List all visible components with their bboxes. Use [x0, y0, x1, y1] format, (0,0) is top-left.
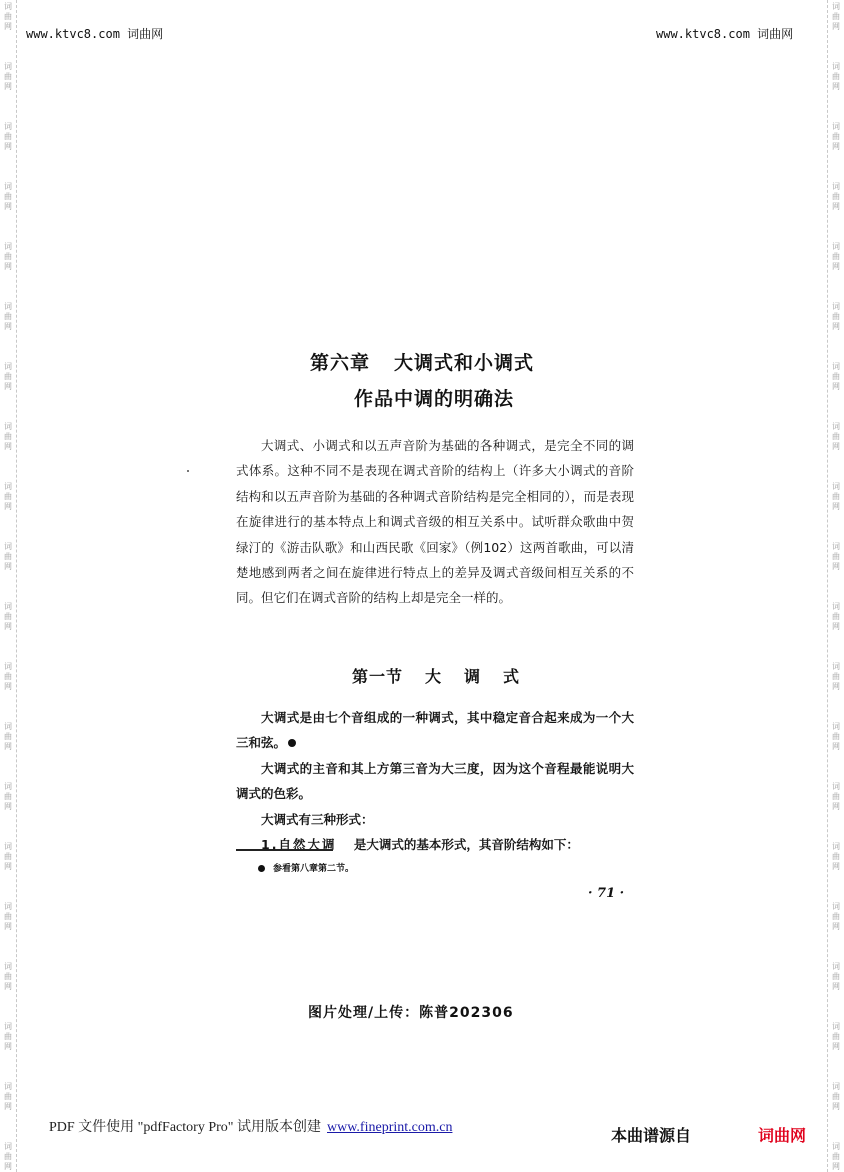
watermark-char: 网 — [832, 502, 840, 511]
watermark-text — [828, 60, 844, 120]
watermark-text — [828, 240, 844, 300]
watermark-char: 词 — [4, 662, 12, 671]
watermark-text — [0, 1080, 16, 1140]
watermark-char: 词 — [4, 1082, 12, 1091]
watermark-char: 曲 — [832, 912, 840, 921]
watermark-char: 网 — [4, 202, 12, 211]
watermark-char: 词 — [4, 302, 12, 311]
watermark-char: 网 — [832, 322, 840, 331]
watermark-char: 网 — [832, 862, 840, 871]
intro-paragraph — [236, 433, 634, 611]
watermark-char: 曲 — [832, 672, 840, 681]
major-paragraph-1-text: 大调式是由七个音组成的一种调式，其中稳定音合起来成为一个大三和弦。 — [236, 710, 634, 751]
watermark-text — [0, 60, 16, 120]
watermark-char: 词 — [4, 1022, 12, 1031]
watermark-char: 网 — [4, 82, 12, 91]
watermark-text — [0, 660, 16, 720]
watermark-char: 词 — [832, 902, 840, 911]
watermark-char: 词 — [4, 902, 12, 911]
watermark-char: 曲 — [832, 612, 840, 621]
source-label: 本曲谱源自 — [611, 1126, 692, 1145]
footnote-text: 参看第八章第二节。 — [273, 864, 355, 874]
pdf-footer — [49, 1116, 452, 1136]
watermark-char: 词 — [4, 2, 12, 11]
watermark-char: 词 — [4, 482, 12, 491]
watermark-char: 曲 — [4, 672, 12, 681]
watermark-char: 曲 — [832, 312, 840, 321]
watermark-char: 词 — [4, 182, 12, 191]
watermark-char: 网 — [4, 22, 12, 31]
watermark-text — [0, 780, 16, 840]
watermark-char: 曲 — [4, 732, 12, 741]
watermark-text — [828, 120, 844, 180]
chapter-number: 第六章 — [309, 352, 370, 374]
watermark-char: 词 — [4, 722, 12, 731]
watermark-char: 词 — [832, 2, 840, 11]
watermark-text — [828, 0, 844, 60]
scan-speck — [187, 470, 189, 472]
major-paragraph-2: 大调式的主音和其上方第三音为大三度，因为这个音程最能说明大调式的色彩。 — [236, 760, 634, 802]
watermark-char: 词 — [832, 602, 840, 611]
watermark-char: 词 — [832, 542, 840, 551]
chapter-subtitle: 作品中调的明确法 — [353, 388, 514, 410]
watermark-char: 曲 — [4, 552, 12, 561]
header-url-left[interactable]: www.ktvc8.com 词曲网 — [26, 27, 164, 41]
section-number: 第一节 — [352, 667, 404, 686]
watermark-char: 网 — [4, 1042, 12, 1051]
watermark-char: 曲 — [832, 852, 840, 861]
pdf-footer-text: PDF 文件使用 "pdfFactory Pro" 试用版本创建 — [49, 1120, 321, 1135]
watermark-char: 词 — [832, 422, 840, 431]
watermark-char: 网 — [832, 142, 840, 151]
watermark-text — [828, 1140, 844, 1172]
section-char-2: 调 — [464, 667, 482, 686]
watermark-text — [0, 420, 16, 480]
watermark-char: 词 — [832, 62, 840, 71]
watermark-char: 词 — [832, 782, 840, 791]
natural-major-text: 是大调式的基本形式，其音阶结构如下： — [353, 837, 579, 853]
natural-major-label: 1.自然大调 — [261, 837, 337, 853]
watermark-char: 网 — [832, 922, 840, 931]
watermark-char: 网 — [4, 922, 12, 931]
watermark-text — [0, 480, 16, 540]
section-title — [352, 664, 520, 687]
watermark-char: 网 — [832, 1162, 840, 1171]
watermark-char: 词 — [4, 962, 12, 971]
watermark-char: 网 — [832, 802, 840, 811]
footnote — [258, 861, 354, 874]
watermark-char: 词 — [832, 182, 840, 191]
watermark-char: 词 — [4, 122, 12, 131]
watermark-char: 网 — [4, 802, 12, 811]
footnote-bullet-icon — [258, 865, 265, 872]
major-paragraph-3: 大调式有三种形式： — [261, 811, 374, 827]
watermark-char: 曲 — [4, 12, 12, 21]
footnote-marker-icon — [288, 739, 296, 747]
watermark-text — [828, 1080, 844, 1140]
intro-paragraph-text: 大调式、小调式和以五声音阶为基础的各种调式，是完全不同的调式体系。这种不同不是表现在调式音阶的结构上（许多大小调式的音阶结构和以五声音阶为基础的各种调式音阶结构是完全相同的），而是表现在旋律进行的基本特点上和调式音级的相互关系中。试听群众歌曲中贺绿汀的《游击队歌》和山西民歌《回家》（例102）这两首歌曲，可以清楚地感到两者之间在旋律进行特点上的差异及调式音级间相互关系的不同。但它们在调式音阶的结构上却是完全一样的。 — [236, 438, 634, 606]
watermark-char: 曲 — [4, 852, 12, 861]
watermark-text — [0, 1140, 16, 1172]
watermark-char: 词 — [832, 122, 840, 131]
right-watermark-strip — [827, 0, 844, 1172]
section-char-1: 大 — [425, 667, 443, 686]
watermark-char: 词 — [832, 302, 840, 311]
watermark-char: 曲 — [832, 972, 840, 981]
watermark-text — [828, 720, 844, 780]
watermark-char: 词 — [4, 602, 12, 611]
left-watermark-strip — [0, 0, 17, 1172]
watermark-text — [828, 600, 844, 660]
major-list-item-1 — [236, 832, 634, 857]
major-paragraph-1 — [236, 705, 634, 756]
watermark-text — [828, 840, 844, 900]
watermark-char: 词 — [4, 242, 12, 251]
watermark-char: 曲 — [832, 1032, 840, 1041]
watermark-char: 词 — [832, 962, 840, 971]
watermark-char: 曲 — [832, 732, 840, 741]
footnote-divider — [236, 849, 333, 851]
watermark-char: 词 — [832, 362, 840, 371]
brand-logo[interactable]: 词曲网 — [758, 1126, 807, 1145]
watermark-char: 网 — [832, 1102, 840, 1111]
watermark-char: 词 — [832, 662, 840, 671]
watermark-char: 网 — [832, 982, 840, 991]
watermark-char: 网 — [832, 82, 840, 91]
watermark-char: 曲 — [4, 1152, 12, 1161]
watermark-text — [828, 180, 844, 240]
watermark-text — [828, 780, 844, 840]
watermark-char: 词 — [4, 1142, 12, 1151]
watermark-char: 词 — [4, 422, 12, 431]
watermark-char: 网 — [4, 742, 12, 751]
fineprint-link[interactable]: www.fineprint.com.cn — [327, 1120, 453, 1135]
watermark-char: 曲 — [832, 432, 840, 441]
watermark-text — [828, 660, 844, 720]
watermark-char: 词 — [4, 362, 12, 371]
watermark-text — [0, 720, 16, 780]
watermark-text — [828, 1020, 844, 1080]
watermark-text — [0, 540, 16, 600]
watermark-char: 曲 — [832, 492, 840, 501]
watermark-char: 曲 — [4, 972, 12, 981]
watermark-char: 网 — [4, 442, 12, 451]
watermark-char: 网 — [832, 1042, 840, 1051]
watermark-char: 词 — [832, 1142, 840, 1151]
watermark-char: 网 — [4, 142, 12, 151]
watermark-char: 曲 — [4, 1032, 12, 1041]
watermark-char: 词 — [4, 842, 12, 851]
watermark-char: 曲 — [832, 72, 840, 81]
watermark-char: 曲 — [4, 492, 12, 501]
watermark-char: 曲 — [832, 1092, 840, 1101]
watermark-char: 网 — [4, 622, 12, 631]
watermark-text — [0, 1020, 16, 1080]
watermark-char: 网 — [832, 562, 840, 571]
watermark-char: 网 — [4, 982, 12, 991]
watermark-char: 曲 — [4, 192, 12, 201]
watermark-char: 词 — [832, 482, 840, 491]
watermark-char: 网 — [832, 442, 840, 451]
watermark-char: 曲 — [832, 372, 840, 381]
watermark-char: 词 — [4, 62, 12, 71]
watermark-char: 网 — [4, 322, 12, 331]
watermark-char: 网 — [4, 1162, 12, 1171]
watermark-char: 曲 — [832, 192, 840, 201]
watermark-char: 网 — [4, 382, 12, 391]
watermark-text — [828, 540, 844, 600]
chapter-title — [0, 348, 844, 375]
watermark-char: 词 — [832, 842, 840, 851]
watermark-text — [828, 420, 844, 480]
watermark-text — [828, 960, 844, 1020]
chapter-name: 大调式和小调式 — [394, 352, 535, 374]
watermark-char: 网 — [4, 262, 12, 271]
watermark-char: 曲 — [4, 792, 12, 801]
watermark-text — [0, 960, 16, 1020]
upload-credit: 图片处理/上传：陈普202306 — [308, 1005, 514, 1021]
watermark-char: 曲 — [832, 792, 840, 801]
watermark-text — [0, 120, 16, 180]
watermark-char: 网 — [4, 562, 12, 571]
watermark-char: 网 — [832, 382, 840, 391]
watermark-char: 词 — [832, 242, 840, 251]
watermark-char: 网 — [832, 742, 840, 751]
watermark-char: 曲 — [4, 912, 12, 921]
watermark-char: 曲 — [832, 12, 840, 21]
watermark-text — [0, 240, 16, 300]
watermark-char: 曲 — [4, 132, 12, 141]
watermark-char: 曲 — [832, 252, 840, 261]
watermark-char: 网 — [832, 22, 840, 31]
watermark-char: 曲 — [4, 1092, 12, 1101]
watermark-char: 曲 — [4, 312, 12, 321]
watermark-char: 网 — [832, 682, 840, 691]
watermark-text — [828, 900, 844, 960]
major-section-body — [236, 705, 634, 857]
watermark-char: 网 — [832, 262, 840, 271]
watermark-char: 曲 — [4, 372, 12, 381]
watermark-char: 曲 — [4, 252, 12, 261]
watermark-char: 曲 — [4, 612, 12, 621]
watermark-char: 网 — [832, 202, 840, 211]
watermark-text — [0, 600, 16, 660]
watermark-char: 曲 — [4, 72, 12, 81]
watermark-char: 网 — [4, 862, 12, 871]
watermark-text — [0, 180, 16, 240]
watermark-char: 词 — [4, 782, 12, 791]
watermark-char: 网 — [832, 622, 840, 631]
watermark-char: 词 — [832, 722, 840, 731]
watermark-text — [0, 0, 16, 60]
watermark-text — [0, 900, 16, 960]
watermark-char: 曲 — [832, 132, 840, 141]
watermark-char: 词 — [832, 1082, 840, 1091]
watermark-char: 词 — [832, 1022, 840, 1031]
watermark-char: 网 — [4, 682, 12, 691]
watermark-char: 曲 — [4, 432, 12, 441]
watermark-char: 网 — [4, 1102, 12, 1111]
section-char-3: 式 — [503, 667, 521, 686]
watermark-text — [828, 480, 844, 540]
header-url-right[interactable]: www.ktvc8.com 词曲网 — [656, 27, 794, 41]
watermark-char: 曲 — [832, 1152, 840, 1161]
watermark-char: 曲 — [832, 552, 840, 561]
watermark-char: 词 — [4, 542, 12, 551]
page-number: · 71 · — [588, 886, 625, 901]
watermark-text — [0, 840, 16, 900]
watermark-char: 网 — [4, 502, 12, 511]
